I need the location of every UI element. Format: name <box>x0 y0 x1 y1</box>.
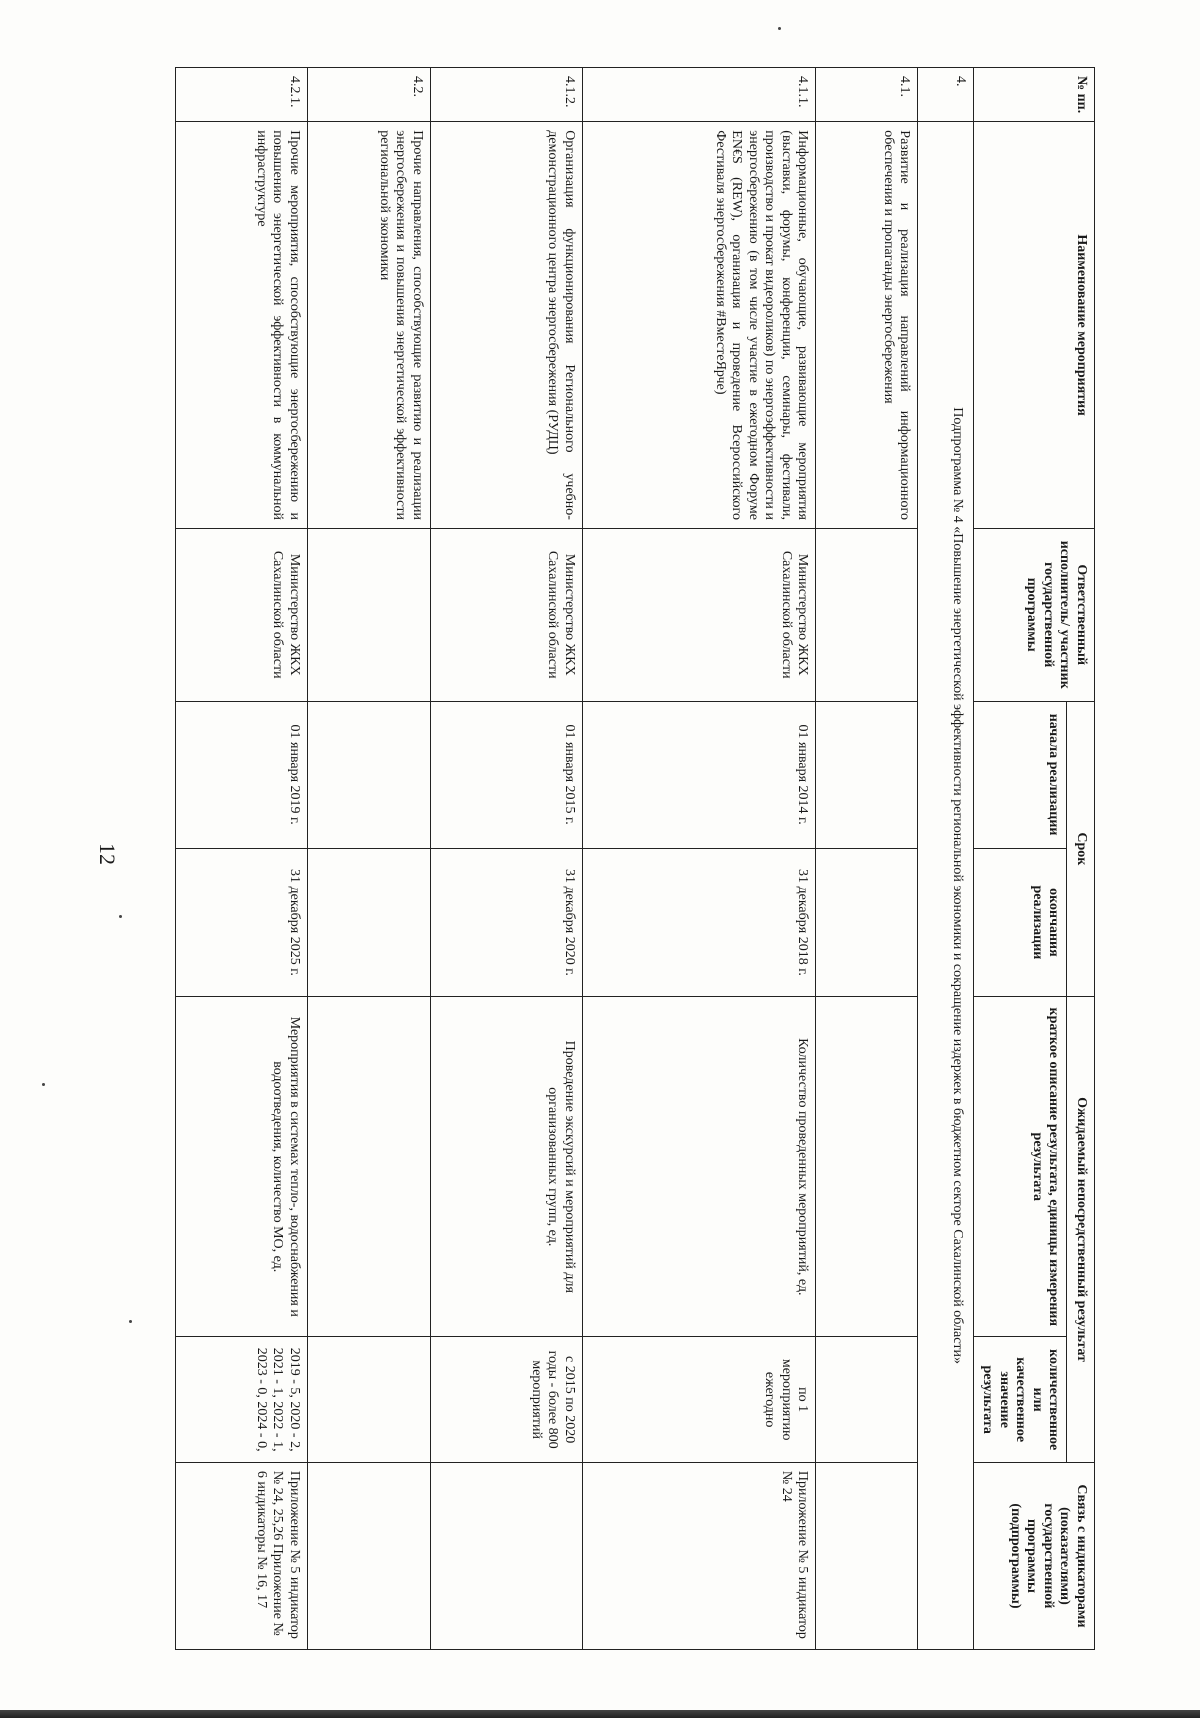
header-row-1 <box>1067 68 1095 1650</box>
scan-speck <box>129 1320 132 1323</box>
header-term-start: начала реализации <box>974 701 1068 848</box>
header-term: Срок <box>1067 701 1095 997</box>
subprogram-row <box>918 68 974 1650</box>
row-desc: Количество проведенных мероприятий, ед. <box>582 997 816 1337</box>
header-responsible: Ответственный исполнитель/ участник государственной программы <box>974 528 1095 701</box>
header-indicators: Связь с индикаторами (показателями) государственной программы (подпрограммы) <box>974 1462 1095 1649</box>
row-responsible: Министерство ЖКХ Сахалинской области <box>176 528 308 701</box>
table-row <box>582 68 816 1650</box>
row-value <box>816 1337 918 1462</box>
header-result: Ожидаемый непосредственный результат <box>1067 997 1095 1463</box>
table-row <box>307 68 430 1650</box>
row-value <box>307 1337 430 1462</box>
row-value: с 2015 по 2020 годы - более 800 мероприятий <box>430 1337 582 1462</box>
row-num: 4.1.1. <box>582 68 816 122</box>
header-num: № пп. <box>974 68 1095 122</box>
header-result-value: количественное или качественное значение результата <box>974 1337 1068 1462</box>
row-start: 01 января 2015 г. <box>430 701 582 848</box>
row-indicator: Приложение № 5 индикатор № 24 <box>582 1462 816 1649</box>
row-num: 4.1. <box>816 68 918 122</box>
row-end <box>816 848 918 996</box>
subprogram-num: 4. <box>918 68 974 122</box>
row-responsible: Министерство ЖКХ Сахалинской области <box>430 528 582 701</box>
row-name: Развитие и реализация направлений информационного обеспечения и пропаганды энергосбережения <box>816 122 918 529</box>
row-responsible <box>307 528 430 701</box>
rotated-page-content <box>175 67 1095 1650</box>
row-indicator <box>307 1462 430 1649</box>
row-num: 4.2. <box>307 68 430 122</box>
row-num: 4.2.1. <box>176 68 308 122</box>
scan-edge-line <box>0 1710 1200 1718</box>
row-desc: Мероприятия в системах тепло-, водоснабжения и водоотведения, количество МО, ед. <box>176 997 308 1337</box>
row-end <box>307 848 430 996</box>
row-indicator <box>816 1462 918 1649</box>
row-start <box>307 701 430 848</box>
table-row <box>430 68 582 1650</box>
row-indicator: Приложение № 5 индикатор № 24, 25,26 Приложение № 6 индикаторы № 16, 17 <box>176 1462 308 1649</box>
row-responsible <box>816 528 918 701</box>
row-desc <box>307 997 430 1337</box>
scan-speck <box>42 1083 45 1086</box>
header-result-desc: краткое описание результата, единицы измерения результата <box>974 997 1068 1337</box>
header-name: Наименование мероприятия <box>974 122 1095 529</box>
row-num: 4.1.2. <box>430 68 582 122</box>
table-row <box>816 68 918 1650</box>
row-value: по 1 мероприятию ежегодно <box>582 1337 816 1462</box>
measures-table <box>175 67 1095 1650</box>
row-end: 31 декабря 2018 г. <box>582 848 816 996</box>
row-indicator <box>430 1462 582 1649</box>
row-name: Информационные, обучающие, развивающие мероприятия (выставки, форумы, конференции, семинары, фестивали, производство и прокат видеороликов) по энергоэффективности и энергосбережению (в том числе участие в ежегодном Форуме ЕN€S (REW), организация и проведение Всероссийского Фестиваля энергосбережения #ВместеЯрче) <box>582 122 816 529</box>
row-name: Прочие мероприятия, способствующие энергосбережению и повышению энергетической эффективности в коммунальной инфраструктуре <box>176 122 308 529</box>
row-desc <box>816 997 918 1337</box>
row-start: 01 января 2019 г. <box>176 701 308 848</box>
row-end: 31 декабря 2020 г. <box>430 848 582 996</box>
scan-speck <box>119 915 122 918</box>
row-start: 01 января 2014 г. <box>582 701 816 848</box>
row-start <box>816 701 918 848</box>
subprogram-title: Подпрограмма № 4 «Повышение энергетической эффективности региональной экономики и сокращение издержек в бюджетном секторе Сахалинской области» <box>918 122 974 1650</box>
page-number: 12 <box>95 843 120 865</box>
row-name: Организация функционирования Регионального учебно-демонстрационного центра энергосбережения (РУДЦ) <box>430 122 582 529</box>
scan-speck <box>778 27 781 30</box>
row-end: 31 декабря 2025 г. <box>176 848 308 996</box>
row-responsible: Министерство ЖКХ Сахалинской области <box>582 528 816 701</box>
row-value: 2019 - 5, 2020 - 2, 2021 - 1, 2022 - 1, 2023 - 0, 2024 - 0, <box>176 1337 308 1462</box>
row-name: Прочие направления, способствующие развитию и реализации энергосбережения и повышения энергетической эффективности региональной экономики <box>307 122 430 529</box>
header-term-end: окончания реализации <box>974 848 1068 996</box>
row-desc: Проведение экскурсий и мероприятий для организованных групп, ед. <box>430 997 582 1337</box>
table-row <box>176 68 308 1650</box>
